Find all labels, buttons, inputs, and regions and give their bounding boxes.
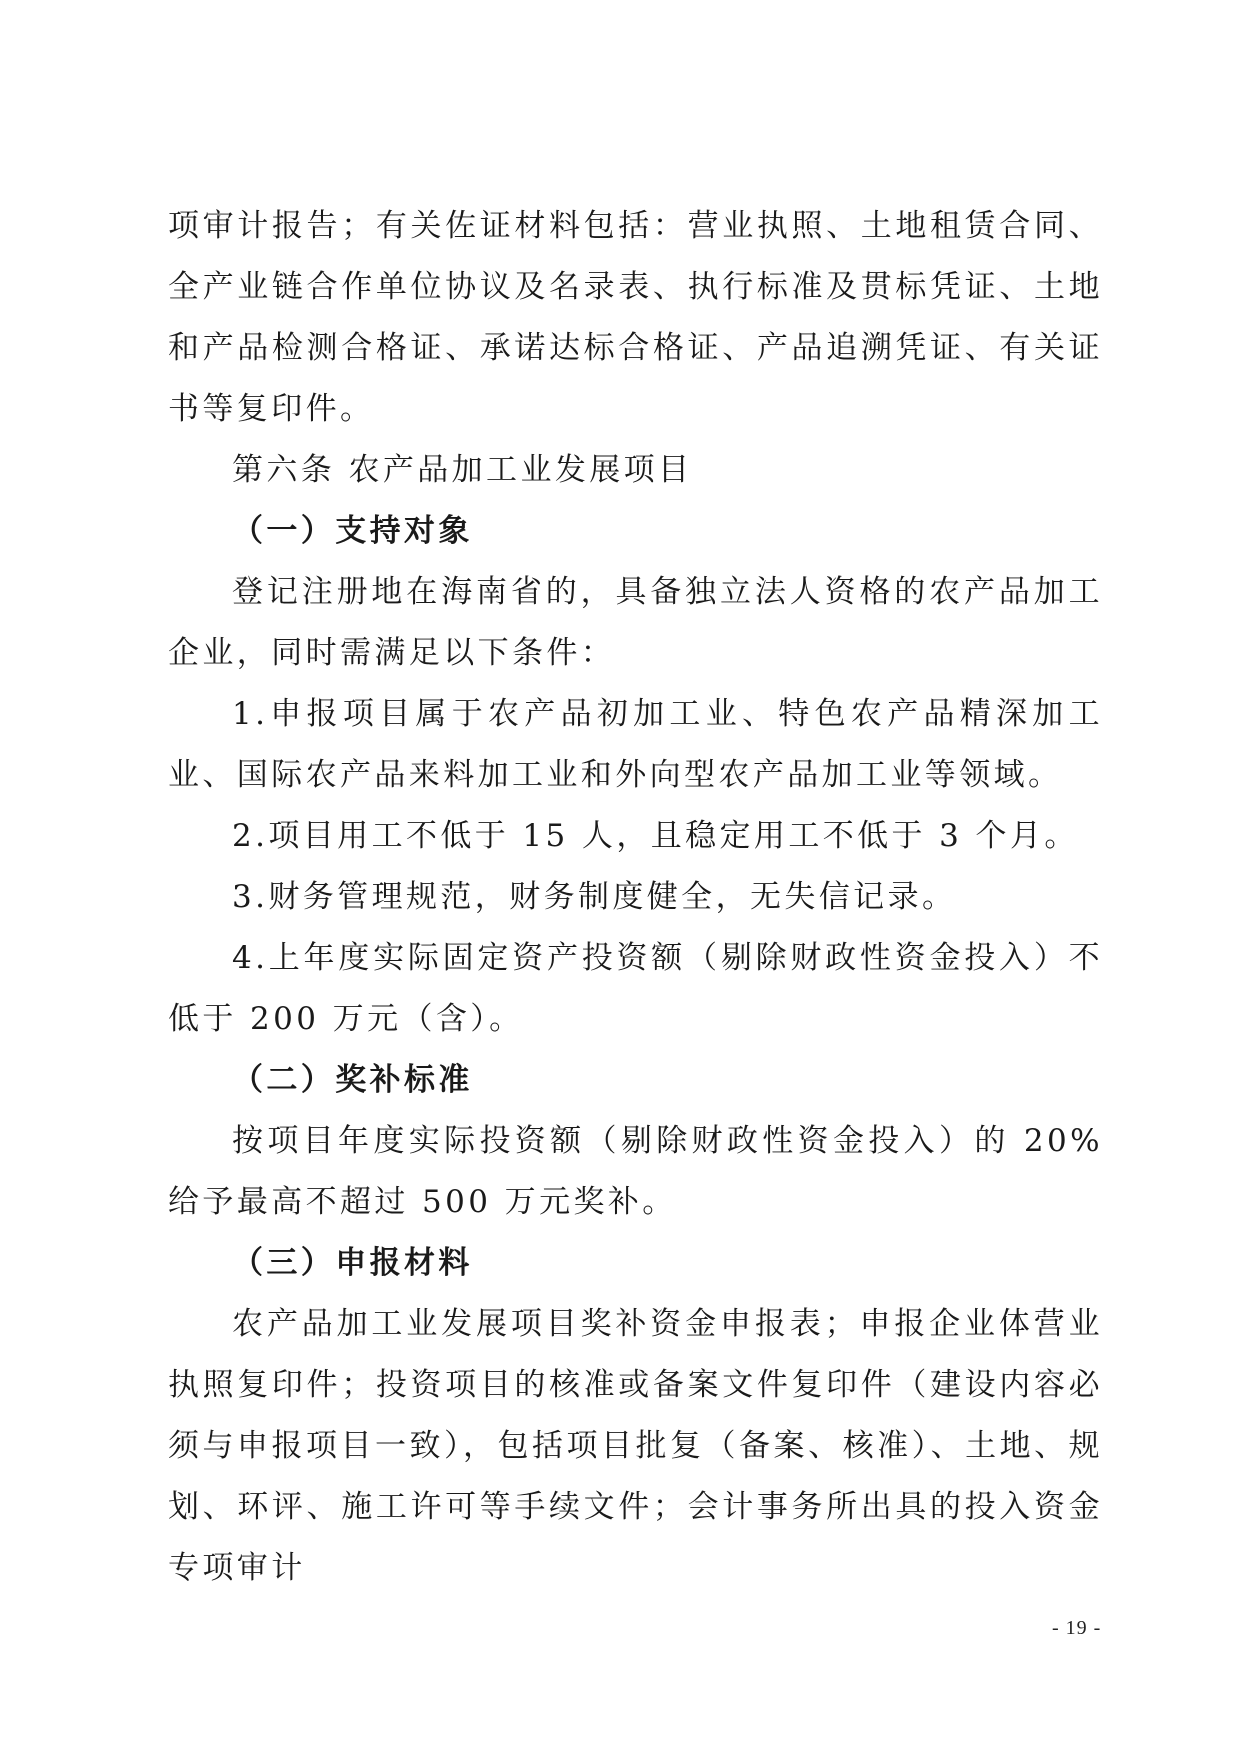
paragraph-audit-materials: 项审计报告；有关佐证材料包括：营业执照、土地租赁合同、全产业链合作单位协议及名录表、执行标准及贯标凭证、土地和产品检测合格证、承诺达标合格证、产品追溯凭证、有关证书等复印件。 [168,208,1103,427]
paragraph-application-materials: 农产品加工业发展项目奖补资金申报表；申报企业体营业执照复印件；投资项目的核准或备案文件复印件（建设内容必须与申报项目一致），包括项目批复（备案、核准）、土地、规划、环评、施工许可等手续文件；会计事务所出具的投入资金专项审计 [168,1306,1103,1586]
condition-item-3: 3.财务管理规范，财务制度健全，无失信记录。 [232,879,957,915]
document-body [168,196,1103,1599]
paragraph-eligibility-intro: 登记注册地在海南省的，具备独立法人资格的农产品加工企业，同时需满足以下条件： [168,574,1103,671]
subheading-support-target: （一）支持对象 [232,513,473,549]
condition-item-1: 1.申报项目属于农产品初加工业、特色农产品精深加工业、国际农产品来料加工业和外向型农产品加工业等领域。 [168,696,1103,793]
subheading-application-materials: （三）申报材料 [232,1245,473,1281]
subheading-subsidy-standard: （二）奖补标准 [232,1062,473,1098]
article-six-title: 第六条 农产品加工业发展项目 [232,452,693,488]
page-number: - 19 - [1052,1617,1102,1639]
condition-item-2: 2.项目用工不低于 15 人，且稳定用工不低于 3 个月。 [232,818,1079,854]
condition-item-4: 4.上年度实际固定资产投资额（剔除财政性资金投入）不低于 200 万元（含）。 [168,940,1103,1037]
paragraph-subsidy-standard: 按项目年度实际投资额（剔除财政性资金投入）的 20%给予最高不超过 500 万元奖补。 [168,1123,1103,1220]
